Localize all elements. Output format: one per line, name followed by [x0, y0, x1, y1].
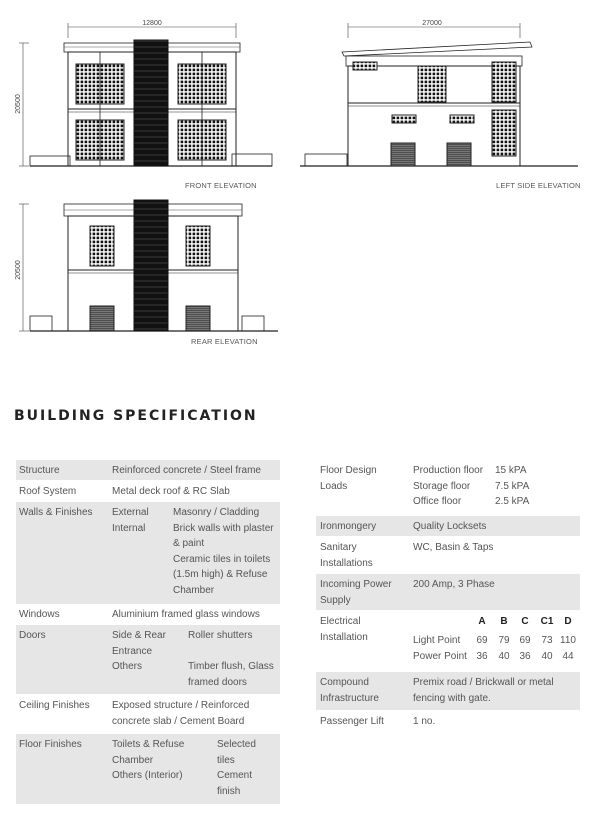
structure-value: Reinforced concrete / Steel frame: [112, 465, 261, 476]
loads-k0: Production floor: [413, 465, 484, 476]
row-power-supply: [316, 574, 580, 610]
loads-l2: Loads: [320, 480, 348, 492]
elec-header-a: A: [478, 616, 486, 627]
doors-v1: Roller shutters: [188, 630, 253, 641]
structure-label: Structure: [19, 465, 60, 476]
power-c: 36: [519, 651, 531, 662]
front-elevation-caption: FRONT ELEVATION: [185, 181, 257, 190]
walls-v6: Chamber: [173, 584, 215, 596]
row-loads: [316, 460, 580, 514]
doors-others: Others: [112, 661, 143, 672]
floor-b3: Cement: [217, 770, 253, 781]
floor-b1: Selected: [217, 739, 256, 750]
floor-b4: finish: [217, 785, 241, 797]
row-compound: [316, 672, 580, 710]
ironmongery-value: Quality Locksets: [413, 521, 487, 532]
compound-v1: Premix road / Brickwall or metal: [413, 677, 554, 688]
power-l2: Supply: [320, 594, 351, 606]
elec-header-d: D: [564, 616, 572, 627]
walls-v4: Ceramic tiles in toilets: [173, 553, 271, 565]
loads-k1: Storage floor: [413, 480, 471, 492]
walls-v3: & paint: [173, 538, 205, 549]
windows-value: Aluminium framed glass windows: [112, 609, 260, 620]
row-walls: [16, 502, 280, 604]
spec-table-right: [316, 460, 580, 735]
row-floor: [16, 734, 280, 804]
ceiling-label: Ceiling Finishes: [19, 700, 90, 711]
elevation-drawings: [0, 0, 595, 360]
power-d: 44: [562, 651, 574, 662]
doors-entrance: Entrance: [112, 645, 153, 657]
roof-label: Roof System: [19, 486, 77, 497]
row-windows: [16, 605, 280, 624]
walls-v1: Masonry / Cladding: [173, 507, 260, 518]
lift-label: Passenger Lift: [320, 716, 384, 727]
light-a: 69: [476, 635, 488, 646]
section-title: BUILDING SPECIFICATION: [14, 408, 258, 424]
electrical-l1: Electrical: [320, 616, 361, 627]
rear-elevation-caption: REAR ELEVATION: [191, 337, 258, 346]
walls-external: External: [112, 507, 149, 518]
doors-label: Doors: [19, 630, 46, 641]
power-c1: 40: [541, 651, 553, 662]
left-width-dim: 27000: [422, 20, 442, 27]
walls-label: Walls & Finishes: [19, 507, 93, 518]
power-b: 40: [498, 651, 510, 662]
loads-v1: 7.5 kPA: [495, 480, 530, 492]
light-point-label: Light Point: [413, 635, 461, 646]
floor-label: Floor Finishes: [19, 739, 82, 750]
light-d: 110: [560, 635, 576, 646]
row-lift: [316, 711, 580, 731]
spec-table-left: [16, 460, 280, 805]
row-doors: [16, 625, 280, 694]
sanitary-value: WC, Basin & Taps: [413, 542, 494, 553]
floor-a2: Chamber: [112, 754, 154, 766]
ceiling-v2: concrete slab / Cement Board: [112, 715, 245, 727]
left-elevation-caption: LEFT SIDE ELEVATION: [496, 181, 581, 190]
row-ironmongery: [316, 516, 580, 536]
light-b: 79: [498, 635, 510, 646]
compound-v2: fencing with gate.: [413, 692, 491, 704]
elec-header-c: C: [521, 616, 529, 627]
power-value: 200 Amp, 3 Phase: [413, 579, 495, 590]
floor-b2: tiles: [217, 754, 235, 766]
ceiling-v1: Exposed structure / Reinforced: [112, 700, 250, 711]
walls-v2: Brick walls with plaster: [173, 522, 274, 534]
row-roof: [16, 481, 280, 501]
lift-value: 1 no.: [413, 716, 436, 727]
walls-internal: Internal: [112, 522, 146, 534]
row-ceiling: [16, 695, 280, 733]
compound-l2: Infrastructure: [320, 692, 379, 704]
ironmongery-label: Ironmongery: [320, 521, 377, 532]
power-a: 36: [476, 651, 488, 662]
sanitary-l2: Installations: [320, 557, 373, 569]
elec-header-c1: C1: [540, 616, 554, 627]
roof-value: Metal deck roof & RC Slab: [112, 486, 230, 497]
compound-l1: Compound: [320, 677, 369, 688]
front-height-dim: 20500: [15, 94, 22, 114]
doors-side: Side & Rear: [112, 630, 166, 641]
sanitary-l1: Sanitary: [320, 542, 357, 553]
light-c1: 73: [541, 635, 553, 646]
floor-a1: Toilets & Refuse: [112, 739, 185, 750]
loads-k2: Office floor: [413, 496, 462, 507]
rear-height-dim: 20500: [15, 260, 22, 280]
doors-v2: Timber flush, Glass: [188, 661, 274, 672]
windows-label: Windows: [19, 609, 60, 620]
walls-v5: (1.5m high) & Refuse: [173, 569, 268, 580]
electrical-l2: Installation: [320, 631, 368, 643]
loads-l1: Floor Design: [320, 465, 377, 476]
front-elevation: [15, 20, 272, 166]
loads-v2: 2.5 kPA: [495, 496, 530, 507]
row-sanitary: [316, 537, 580, 573]
row-structure: [16, 460, 280, 480]
elec-header-b: B: [500, 616, 508, 627]
power-l1: Incoming Power: [320, 579, 392, 590]
floor-a3: Others (Interior): [112, 770, 183, 781]
left-side-elevation: [300, 20, 578, 166]
rear-elevation: [15, 200, 278, 331]
power-point-label: Power Point: [413, 651, 467, 662]
loads-v0: 15 kPA: [495, 465, 527, 476]
front-width-dim: 12800: [142, 20, 162, 27]
row-electrical: [316, 611, 580, 671]
doors-v3: framed doors: [188, 676, 247, 688]
light-c: 69: [519, 635, 531, 646]
